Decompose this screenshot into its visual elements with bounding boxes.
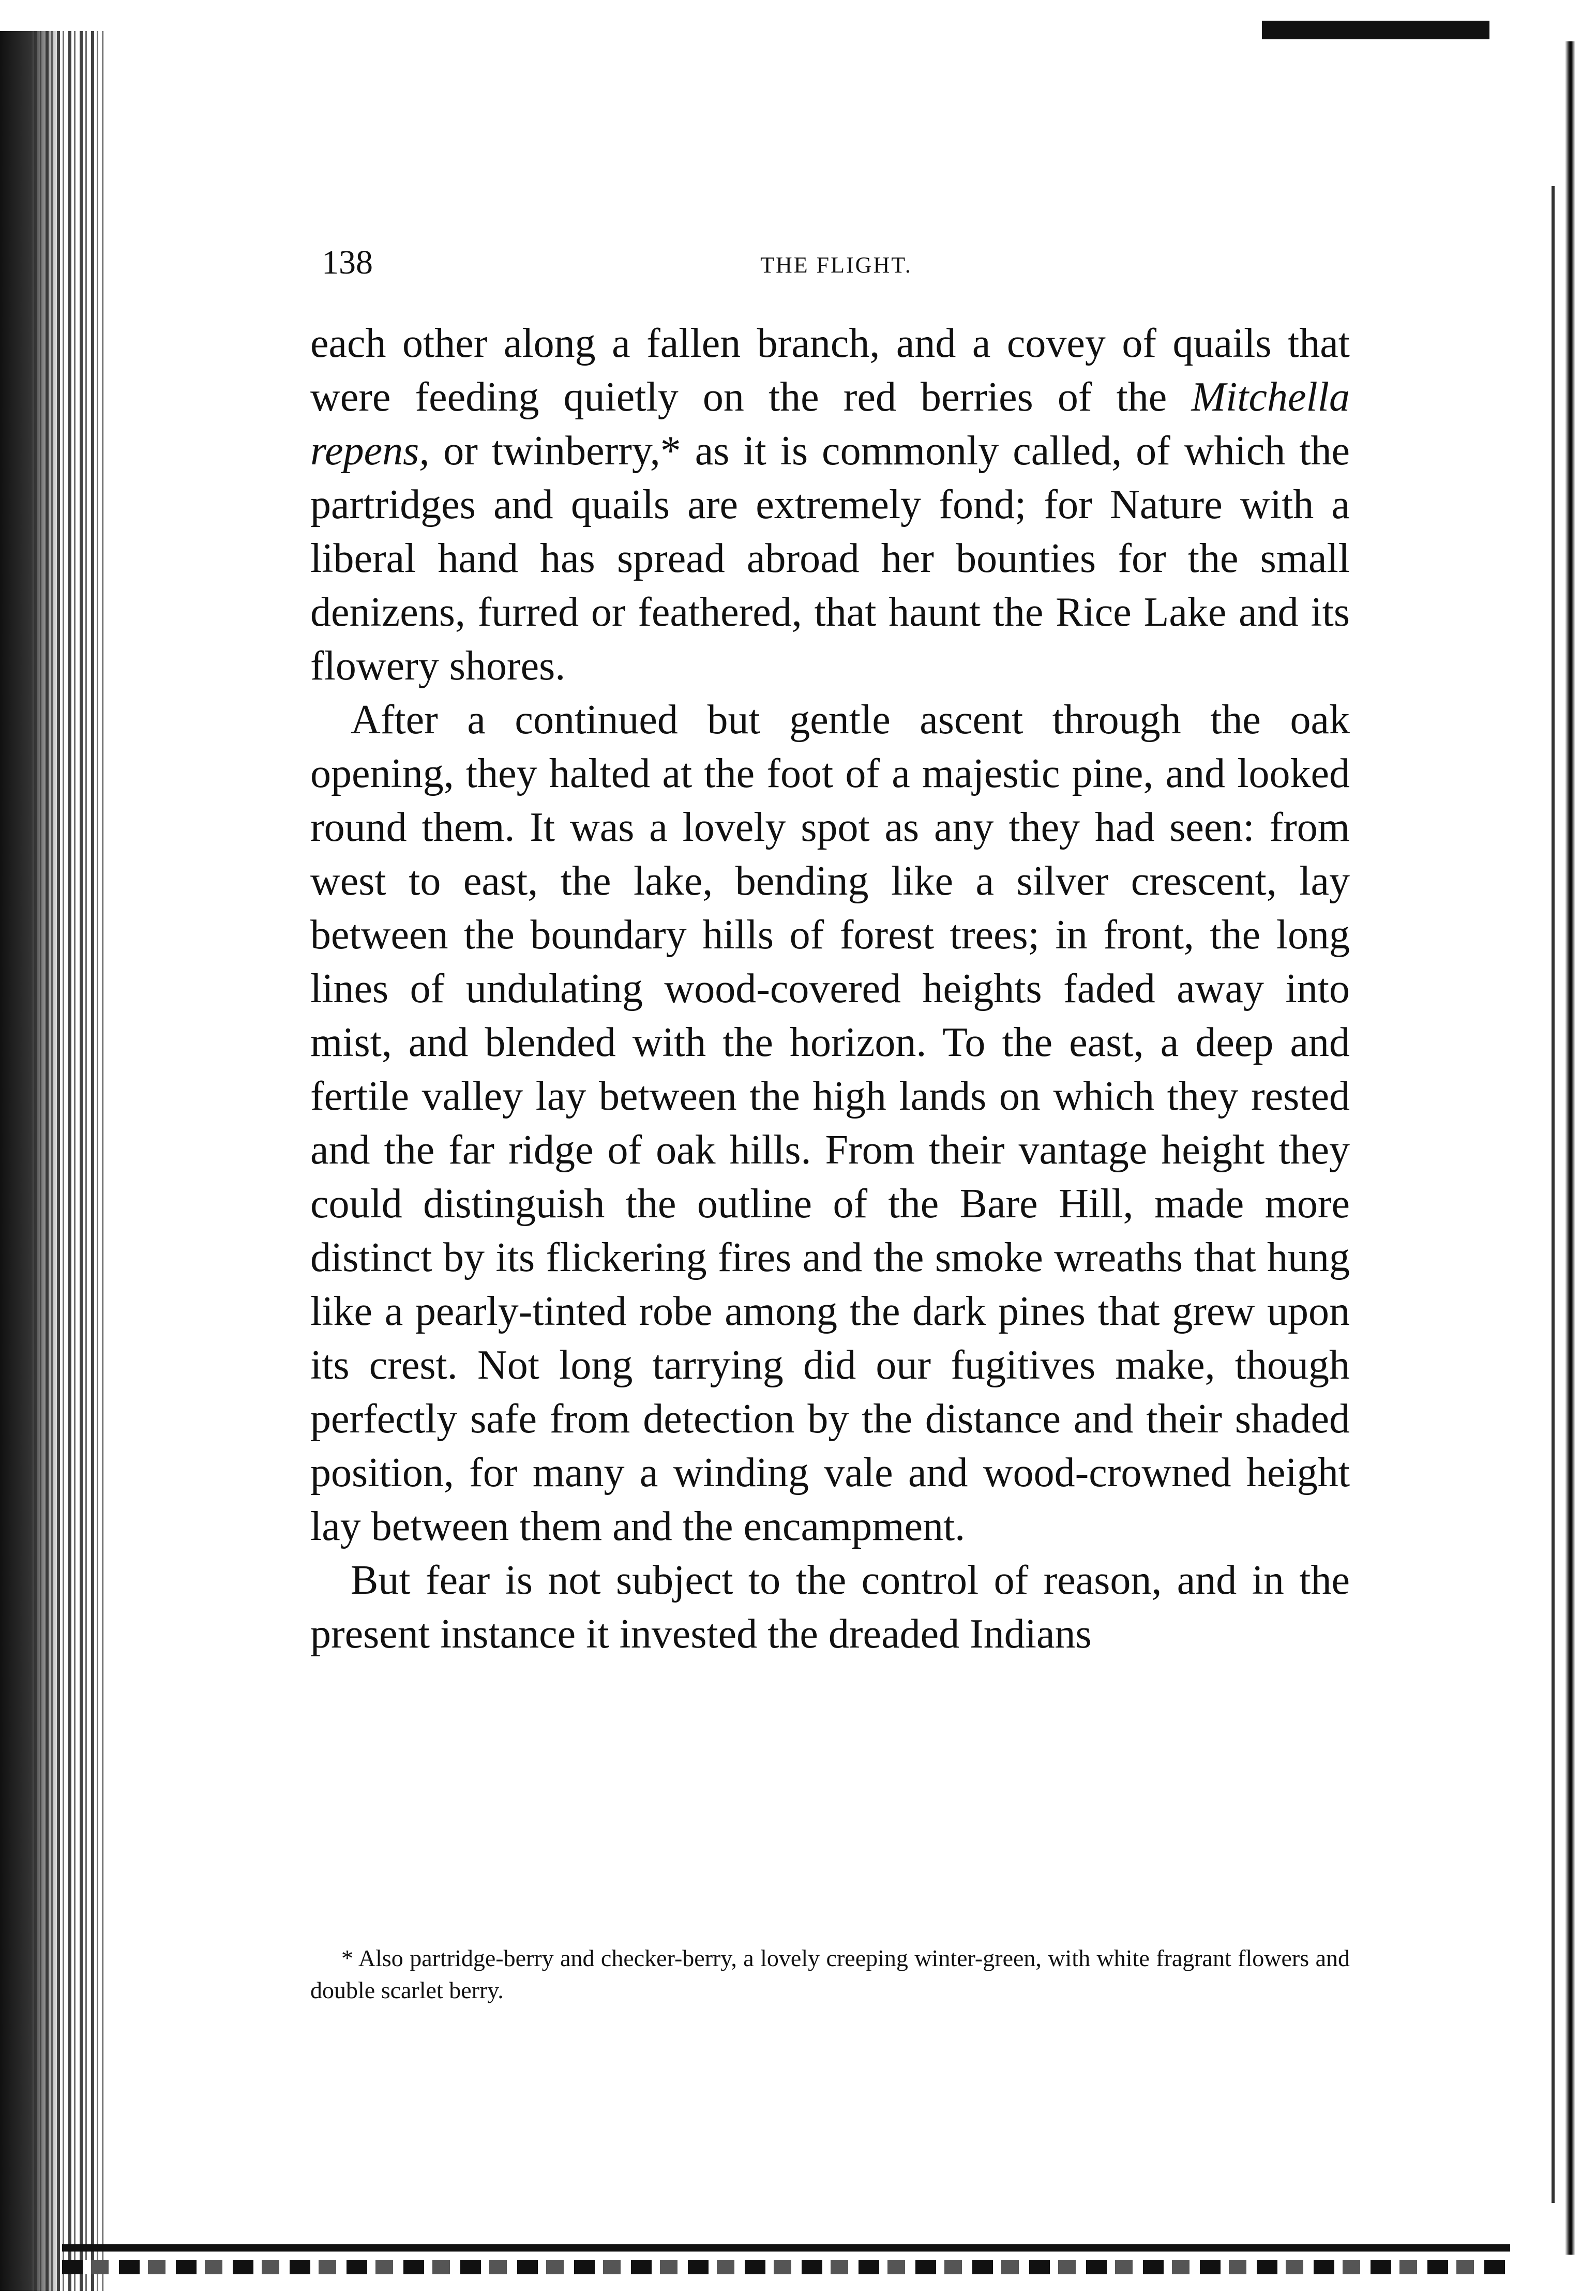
running-title: THE FLIGHT. (760, 252, 912, 278)
scan-top-artifact (1262, 21, 1489, 39)
paragraph-1 (310, 316, 1350, 693)
running-head (322, 237, 1351, 289)
scan-binding-shadow (0, 31, 62, 2291)
paragraph-1-end: or twinberry,* as it is commonly called, of which the partridges and quails are extremely fond; for Nature with a liberal hand has spread abroad her bounties for the small denizens, furred or feathered, that haunt the Rice Lake and its flowery shores. (310, 428, 1350, 689)
paragraph-1-start: each other along a fallen branch, and a covey of quails that were feeding quietly on the red berries of the (310, 321, 1350, 420)
paragraph-3: But fear is not subject to the control of reason, and in the present instance it invested the dreaded Indians (310, 1558, 1350, 1657)
scan-right-rule (1552, 186, 1555, 2203)
footnote (310, 1942, 1350, 2006)
paragraph-2: After a continued but gentle ascent through the oak opening, they halted at the foot of a majestic pine, and looked round them. It was a lovely spot as any they had seen: from west to east, the lake, bending like a silver crescent, lay between the boundary hills of forest trees; in front, the long lines of undulating wood-covered heights faded away into mist, and blended with the horizon. To the east, a deep and fertile valley lay between the high lands on which they rested and the far ridge of oak hills. From their vantage height they could distinguish the outline of the Bare Hill, made more distinct by its flickering fires and the smoke wreaths that hung like a pearly-tinted robe among the dark pines that grew upon its crest. Not long tarrying did our fugitives make, though perfectly safe from detection by the distance and their shaded position, for many a winding vale and wood-crowned height lay between them and the encampment. (310, 697, 1350, 1549)
footnote-text: * Also partridge-berry and checker-berry, a lovely creeping winter-green, with white fragrant flowers and double scarlet berry. (310, 1945, 1350, 2003)
page-number: 138 (322, 244, 373, 281)
paragraph-1-italic-name: Mitchella repens, (310, 374, 1350, 474)
scan-bottom-rule (62, 2244, 1510, 2252)
scan-binding-edge-right (1565, 41, 1575, 2255)
scan-bottom-artifact (62, 2260, 1510, 2274)
body-text (310, 316, 1350, 1661)
